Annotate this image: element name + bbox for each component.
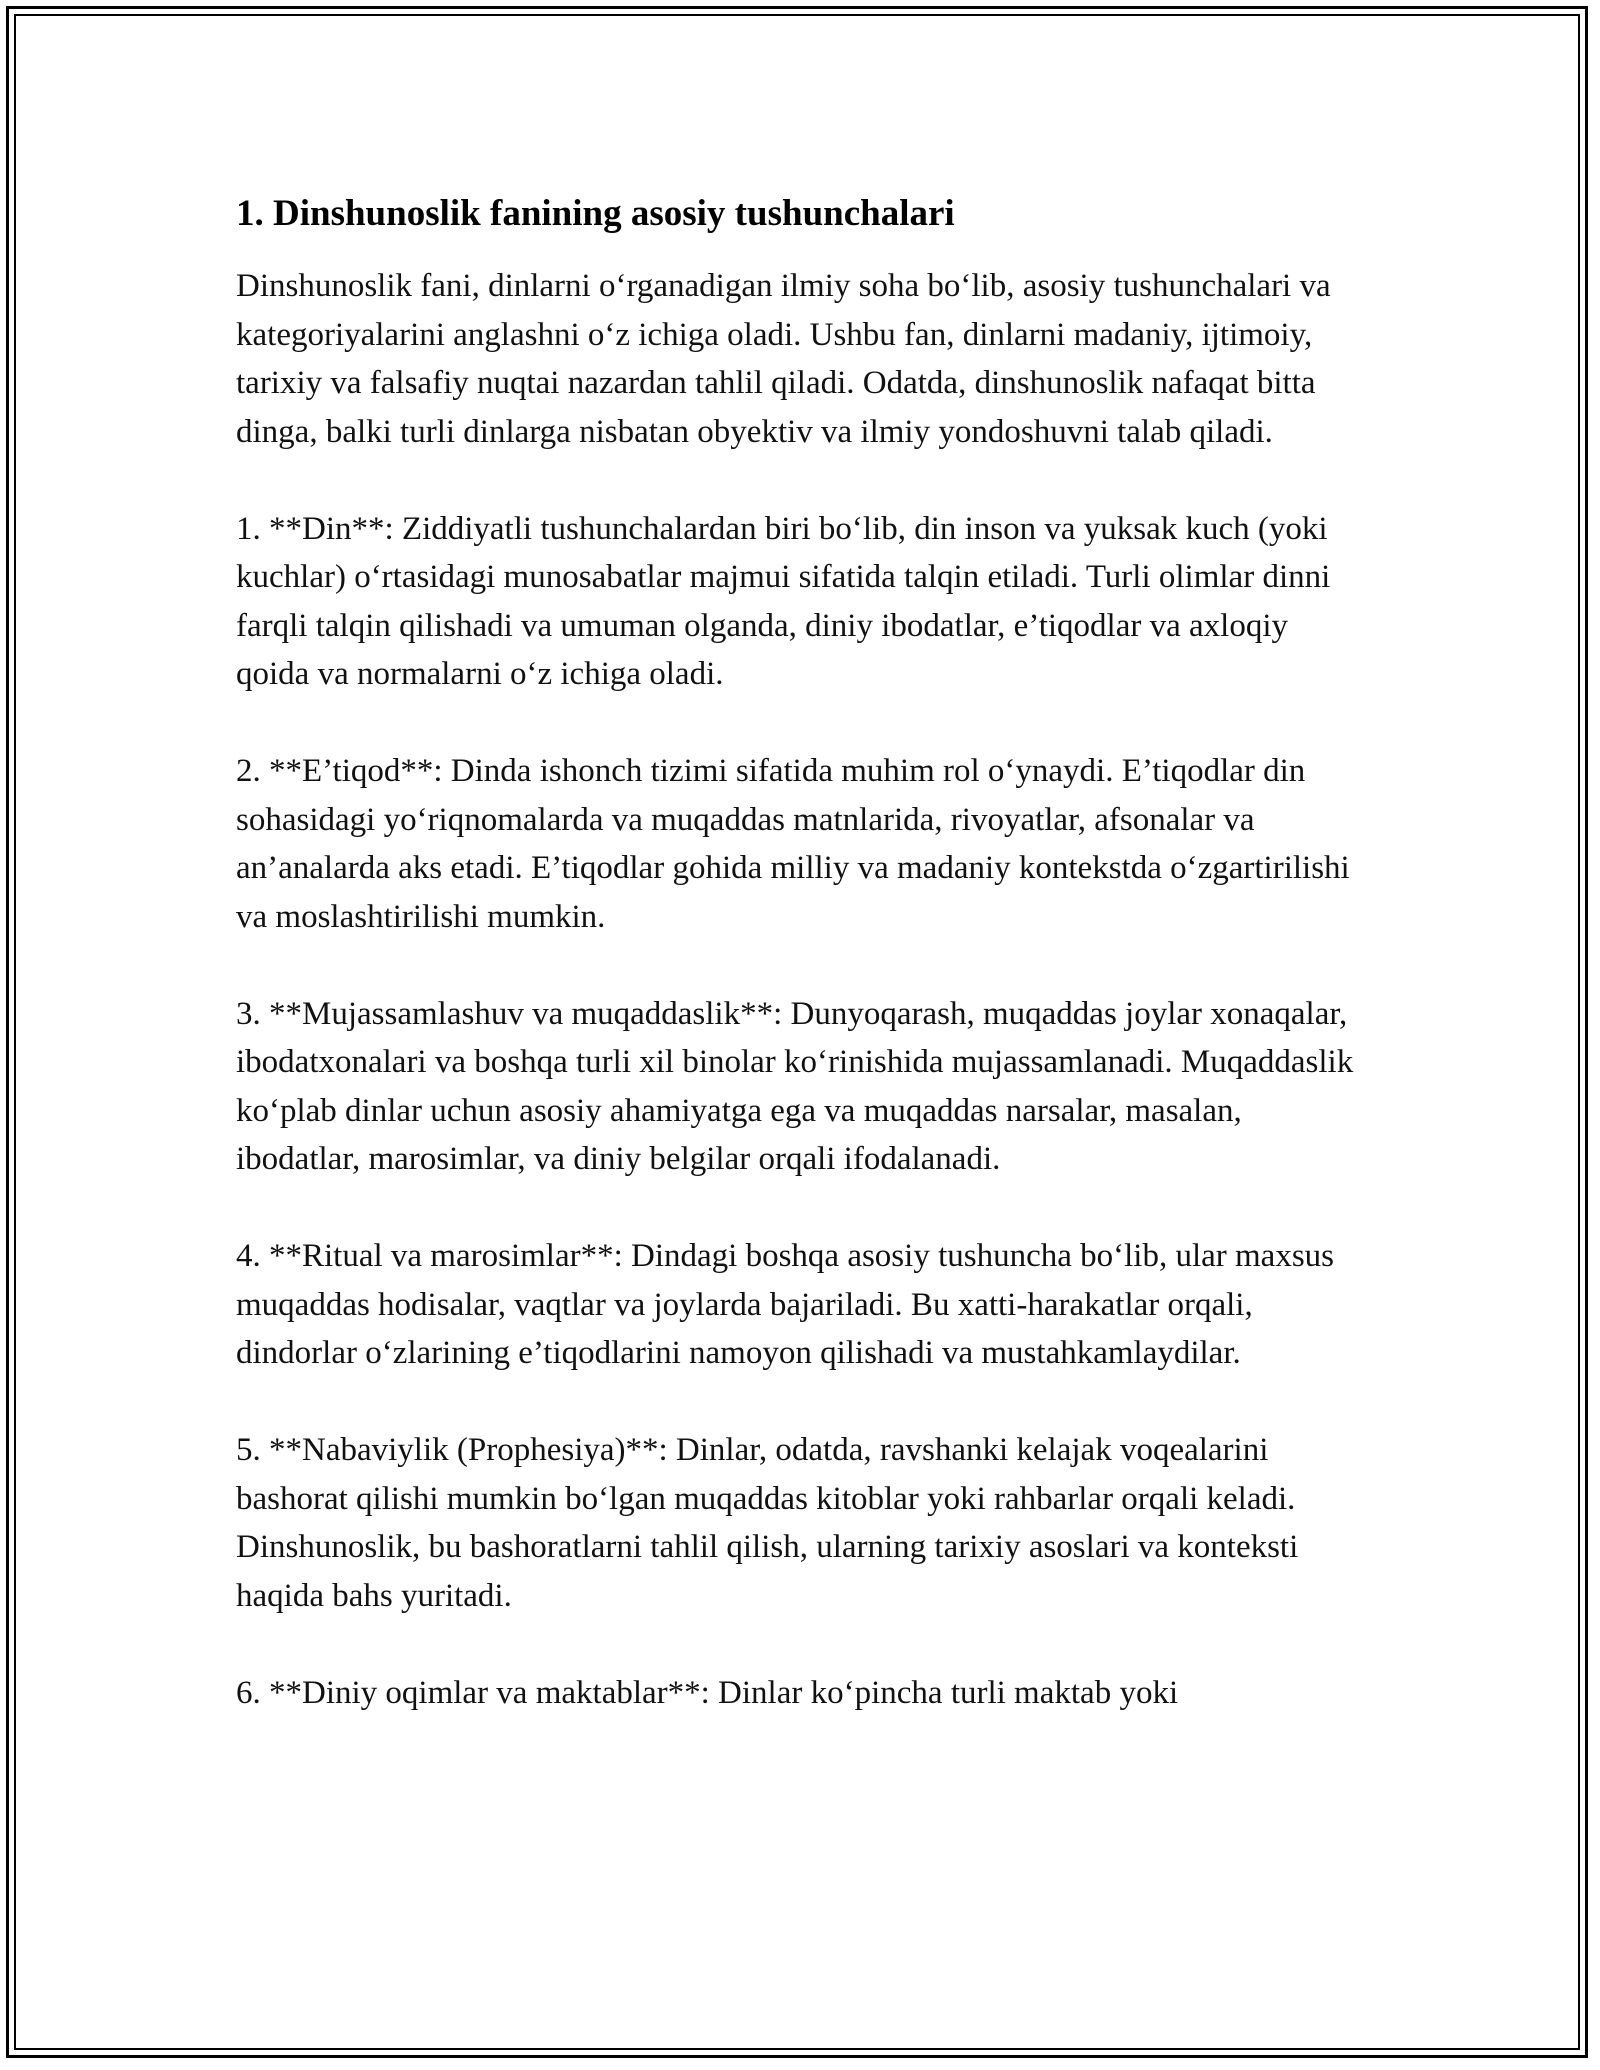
paragraph-diniy-oqimlar: 6. **Diniy oqimlar va maktablar**: Dinlar ko‘pincha turli maktab yoki	[236, 1674, 1179, 1711]
document-title: 1. Dinshunoslik fanining asosiy tushunchalari	[236, 193, 955, 234]
document-body	[236, 186, 1366, 1766]
intro-paragraph: Dinshunoslik fani, dinlarni o‘rganadigan ilmiy soha bo‘lib, asosiy tushunchalari va kategoriyalarini anglashni o‘z ichiga oladi. Ushbu fan, dinlarni madaniy, ijtimoiy, tarixiy va falsafiy nuqtai nazardan tahlil qiladi. Odatda, dinshunoslik nafaqat bitta dinga, balki turli dinlarga nisbatan obyektiv va ilmiy yondoshuvni talab qiladi.	[236, 268, 1331, 450]
paragraph-din: 1. **Din**: Ziddiyatli tushunchalardan biri bo‘lib, din inson va yuksak kuch (yoki kuchlar) o‘rtasidagi munosabatlar majmui sifatida talqin etiladi. Turli olimlar dinni farqli talqin qilishadi va umuman olganda, diniy ibodatlar, e’tiqodlar va axloqiy qoida va normalarni o‘z ichiga oladi.	[236, 510, 1331, 692]
paragraph-nabaviylik: 5. **Nabaviylik (Prophesiya)**: Dinlar, odatda, ravshanki kelajak voqealarini bashorat qilishi mumkin bo‘lgan muqaddas kitoblar yoki rahbarlar orqali keladi. Dinshunoslik, bu bashoratlarni tahlil qilish, ularning tarixiy asoslari va konteksti haqida bahs yuritadi.	[236, 1432, 1299, 1614]
paragraph-mujassamlashuv: 3. **Mujassamlashuv va muqaddaslik**: Dunyoqarash, muqaddas joylar xonaqalar, ibodatxonalari va boshqa turli xil binolar ko‘rinishida mujassamlanadi. Muqaddaslik ko‘plab dinlar uchun asosiy ahamiyatga ega va muqaddas narsalar, masalan, ibodatlar, marosimlar, va diniy belgilar orqali ifodalanadi.	[236, 995, 1354, 1177]
paragraph-ritual: 4. **Ritual va marosimlar**: Dindagi boshqa asosiy tushuncha bo‘lib, ular maxsus muqaddas hodisalar, vaqtlar va joylarda bajariladi. Bu xatti-harakatlar orqali, dindorlar o‘zlarining e’tiqodlarini namoyon qilishadi va mustahkamlaydilar.	[236, 1238, 1335, 1371]
paragraph-etiqod: 2. **E’tiqod**: Dinda ishonch tizimi sifatida muhim rol o‘ynaydi. E’tiqodlar din sohasidagi yo‘riqnomalarda va muqaddas matnlarida, rivoyatlar, afsonalar va an’analarda aks etadi. E’tiqodlar gohida milliy va madaniy kontekstda o‘zgartirilishi va moslashtirilishi mumkin.	[236, 753, 1350, 935]
